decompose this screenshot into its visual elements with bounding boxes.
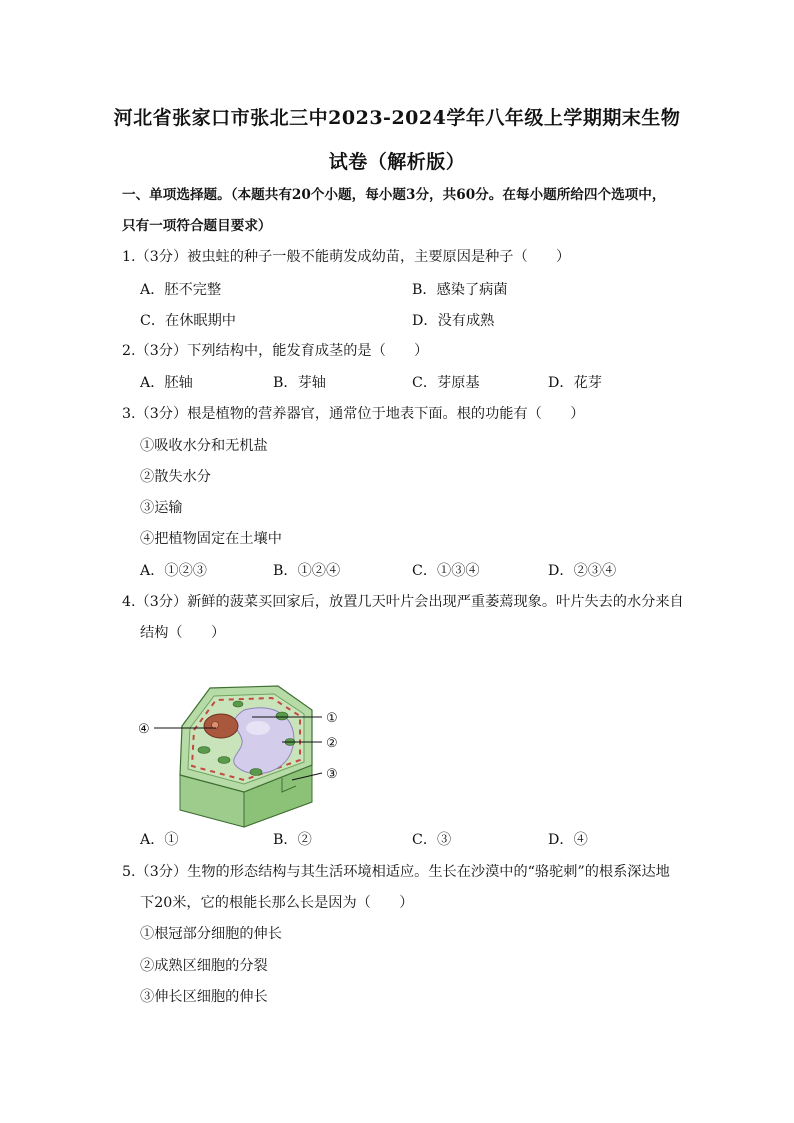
question-3-option-a: A．①②③ bbox=[140, 563, 207, 579]
question-3-statement-3: ③运输 bbox=[140, 500, 183, 516]
question-2-option-d: D．花芽 bbox=[548, 375, 602, 391]
question-3-stem: 3.（3分）根是植物的营养器官，通常位于地表下面。根的功能有（ ） bbox=[122, 406, 585, 422]
question-1-stem: 1.（3分）被虫蛀的种子一般不能萌发成幼苗，主要原因是种子（ ） bbox=[122, 249, 571, 265]
question-5-stem-line-1: 5.（3分）生物的形态结构与其生活环境相适应。生长在沙漠中的“骆驼刺”的根系深达地 bbox=[122, 864, 670, 880]
chloroplast bbox=[276, 712, 288, 720]
question-3-statement-4: ④把植物固定在土壤中 bbox=[140, 531, 282, 547]
question-2-option-c: C．芽原基 bbox=[412, 375, 480, 391]
question-1-option-a: A．胚不完整 bbox=[140, 282, 222, 298]
question-5-statement-1: ①根冠部分细胞的伸长 bbox=[140, 926, 282, 942]
question-4-stem-line-2: 结构（ ） bbox=[140, 625, 226, 641]
question-2-option-b: B．芽轴 bbox=[273, 375, 326, 391]
plant-cell-figure bbox=[132, 680, 362, 830]
page-title-line-1: 河北省张家口市张北三中2023-2024学年八年级上学期期末生物 bbox=[113, 107, 681, 129]
chloroplast bbox=[250, 769, 262, 776]
question-3-option-c: C．①③④ bbox=[412, 563, 480, 579]
nucleolus bbox=[212, 722, 219, 729]
question-1-option-c: C．在休眠期中 bbox=[140, 313, 236, 329]
question-4-option-d: D．④ bbox=[548, 832, 588, 848]
question-4-stem-line-1: 4.（3分）新鲜的菠菜买回家后，放置几天叶片会出现严重萎蔫现象。叶片失去的水分来自 bbox=[122, 594, 684, 610]
question-3-statement-1: ①吸收水分和无机盐 bbox=[140, 438, 268, 454]
page-title-line-2: 试卷（解析版） bbox=[328, 151, 466, 173]
question-5-stem-line-2: 下20米，它的根能长那么长是因为（ ） bbox=[140, 895, 414, 911]
section-heading-line-2: 只有一项符合题目要求） bbox=[122, 218, 272, 234]
question-1-option-b: B．感染了病菌 bbox=[412, 282, 508, 298]
figure-label-2: ② bbox=[326, 736, 338, 751]
chloroplast bbox=[198, 747, 210, 754]
figure-label-1: ① bbox=[326, 711, 338, 726]
vacuole-highlight bbox=[246, 721, 270, 735]
nucleus bbox=[204, 714, 238, 738]
figure-label-4: ④ bbox=[138, 722, 150, 737]
question-5-statement-2: ②成熟区细胞的分裂 bbox=[140, 958, 268, 974]
question-3-option-d: D．②③④ bbox=[548, 563, 617, 579]
question-5-statement-3: ③伸长区细胞的伸长 bbox=[140, 989, 268, 1005]
question-3-option-b: B．①②④ bbox=[273, 563, 341, 579]
chloroplast bbox=[233, 701, 243, 707]
question-4-option-a: A．① bbox=[140, 832, 179, 848]
question-1-option-d: D．没有成熟 bbox=[412, 313, 495, 329]
figure-label-3: ③ bbox=[326, 767, 338, 782]
question-3-statement-2: ②散失水分 bbox=[140, 469, 211, 485]
chloroplast bbox=[218, 757, 230, 764]
section-heading-line-1: 一、单项选择题。（本题共有20个小题，每小题3分，共60分。在每小题所给四个选项中， bbox=[122, 187, 666, 203]
question-2-option-a: A．胚轴 bbox=[140, 375, 193, 391]
question-4-option-c: C．③ bbox=[412, 832, 452, 848]
question-4-option-b: B．② bbox=[273, 832, 312, 848]
question-2-stem: 2.（3分）下列结构中，能发育成茎的是（ ） bbox=[122, 343, 429, 359]
